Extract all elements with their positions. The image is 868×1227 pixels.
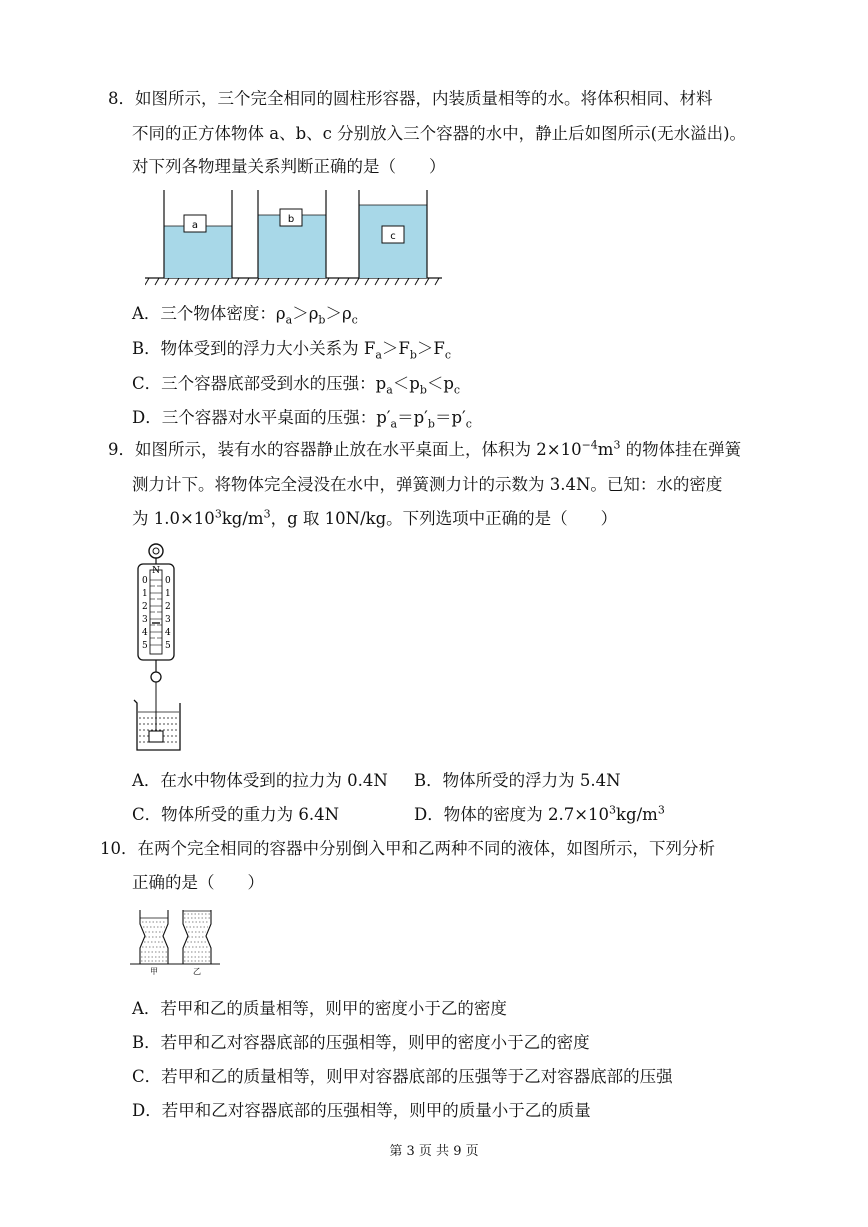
q8-line-2: 不同的正方体物体 a、b、c 分别放入三个容器的水中，静止后如图所示(无水溢出)。 [132, 124, 747, 143]
q8-option-c-lt1: ＜p [392, 374, 420, 393]
scale-unit: N [152, 566, 160, 576]
q8-option-b-gt1: ＞F [381, 339, 410, 358]
scale-tick-right-2: 2 [165, 602, 171, 612]
q9-line-2: 测力计下。将物体完全浸没在水中，弹簧测力计的示数为 3.4N。已知：水的密度 [132, 475, 723, 494]
container-label-yi: 乙 [193, 967, 201, 976]
q8-option-b-gt2: ＞F [416, 339, 445, 358]
q9-spring-scale-figure [128, 540, 188, 755]
q9-option-b: B．物体所受的浮力为 5.4N [414, 771, 621, 790]
q8-option-d-p: p′ [376, 408, 391, 427]
q10-line-1: 10．在两个完全相同的容器中分别倒入甲和乙两种不同的液体，如图所示，下列分析 [100, 839, 715, 858]
q8-option-a [132, 303, 358, 325]
q8-option-d-eq2: ＝p′ [434, 408, 466, 427]
q8-option-c-sub-a: a [386, 383, 393, 397]
scale-tick-right-1: 1 [165, 589, 171, 599]
q8-option-a-rho: ρ [275, 304, 286, 323]
q10-option-d: D．若甲和乙对容器底部的压强相等，则甲的质量小于乙的质量 [132, 1101, 591, 1120]
q9-option-d-exp2: 3 [657, 803, 665, 817]
q8-option-d-eq1: ＝p′ [397, 408, 428, 427]
q10-containers-figure [128, 906, 223, 976]
q9-option-d-unit: kg/m [616, 805, 658, 824]
q8-option-c [132, 373, 460, 395]
q8-option-c-sub-b: b [419, 383, 427, 397]
q9-option-a: A．在水中物体受到的拉力为 0.4N [132, 771, 388, 790]
page-footer: 第 3 页 共 9 页 [389, 1144, 479, 1159]
scale-tick-left-1: 1 [142, 589, 148, 599]
q9-line-3-exp2: 3 [263, 507, 271, 521]
scale-tick-left-0: 0 [142, 576, 148, 586]
q8-option-d-sub-a: a [390, 417, 398, 431]
q9-line-1-unit: m [597, 440, 614, 459]
q8-option-b-sub-c: c [444, 348, 452, 362]
q8-option-c-sub-c: c [453, 383, 461, 397]
q8-option-a-sub-a: a [285, 313, 293, 327]
q8-option-b-sub-b: b [409, 348, 417, 362]
q8-option-a-gt1: ＞ρ [292, 304, 319, 323]
scale-tick-left-5: 5 [142, 641, 148, 651]
q9-option-d-pre: D．物体的密度为 2.7×10 [414, 805, 610, 824]
q8-option-a-gt2: ＞ρ [325, 304, 352, 323]
q9-option-d [414, 804, 665, 826]
q9-option-c: C．物体所受的重力为 6.4N [132, 805, 340, 824]
q8-option-b [132, 338, 451, 360]
q8-option-b-f: F [363, 339, 376, 358]
q8-option-d-sub-c: c [465, 417, 472, 431]
scale-tick-right-5: 5 [165, 641, 171, 651]
q9-line-3-exp: 3 [214, 507, 222, 521]
q8-option-b-text: B．物体受到的浮力大小关系为 [132, 339, 364, 358]
q9-line-1-exp2: 3 [613, 438, 621, 452]
block-label-b: b [287, 214, 295, 225]
q8-option-b-sub-a: a [375, 348, 382, 362]
scale-tick-left-2: 2 [142, 602, 148, 612]
q8-option-a-sub-b: b [318, 313, 326, 327]
q9-option-d-exp: 3 [609, 803, 617, 817]
q9-line-3 [132, 508, 617, 530]
q8-option-d [132, 407, 472, 429]
q8-line-1: 8．如图所示，三个完全相同的圆柱形容器，内装质量相等的水。将体积相同、材料 [108, 89, 713, 108]
q10-line-2: 正确的是（ ） [132, 873, 264, 892]
q8-containers-figure [145, 188, 445, 288]
q9-line-1 [108, 439, 741, 461]
q9-line-3-post: ，g 取 10N/kg。下列选项中正确的是（ ） [270, 509, 618, 528]
scale-tick-right-3: 3 [165, 615, 171, 625]
q8-line-3: 对下列各物理量关系判断正确的是（ ） [132, 157, 446, 176]
scale-tick-left-4: 4 [142, 628, 148, 638]
q8-option-c-lt2: ＜p [426, 374, 454, 393]
scale-tick-left-3: 3 [142, 615, 148, 625]
container-label-jia: 甲 [150, 967, 158, 976]
q8-option-d-text: D．三个容器对水平桌面的压强： [132, 408, 377, 427]
q10-option-b: B．若甲和乙对容器底部的压强相等，则甲的密度小于乙的密度 [132, 1033, 590, 1052]
scale-tick-right-0: 0 [165, 576, 171, 586]
q9-line-1-post: 的物体挂在弹簧 [620, 440, 742, 459]
q9-line-3-pre: 为 1.0×10 [132, 509, 215, 528]
q9-line-3-unit: kg/m [221, 509, 264, 528]
q9-line-1-exp: −4 [581, 438, 598, 452]
q10-option-a: A．若甲和乙的质量相等，则甲的密度小于乙的密度 [132, 999, 507, 1018]
q9-line-1-pre: 9．如图所示，装有水的容器静止放在水平桌面上，体积为 2×10 [108, 440, 582, 459]
q8-option-a-sub-c: c [351, 313, 358, 327]
block-label-c: c [390, 231, 396, 242]
q8-option-c-text: C．三个容器底部受到水的压强： [132, 374, 376, 393]
q10-option-c: C．若甲和乙的质量相等，则甲对容器底部的压强等于乙对容器底部的压强 [132, 1067, 673, 1086]
q8-option-d-sub-b: b [427, 417, 435, 431]
scale-tick-right-4: 4 [165, 628, 171, 638]
q8-option-a-text: A．三个物体密度： [132, 304, 276, 323]
q8-option-c-p: p [375, 374, 387, 393]
block-label-a: a [191, 220, 199, 231]
